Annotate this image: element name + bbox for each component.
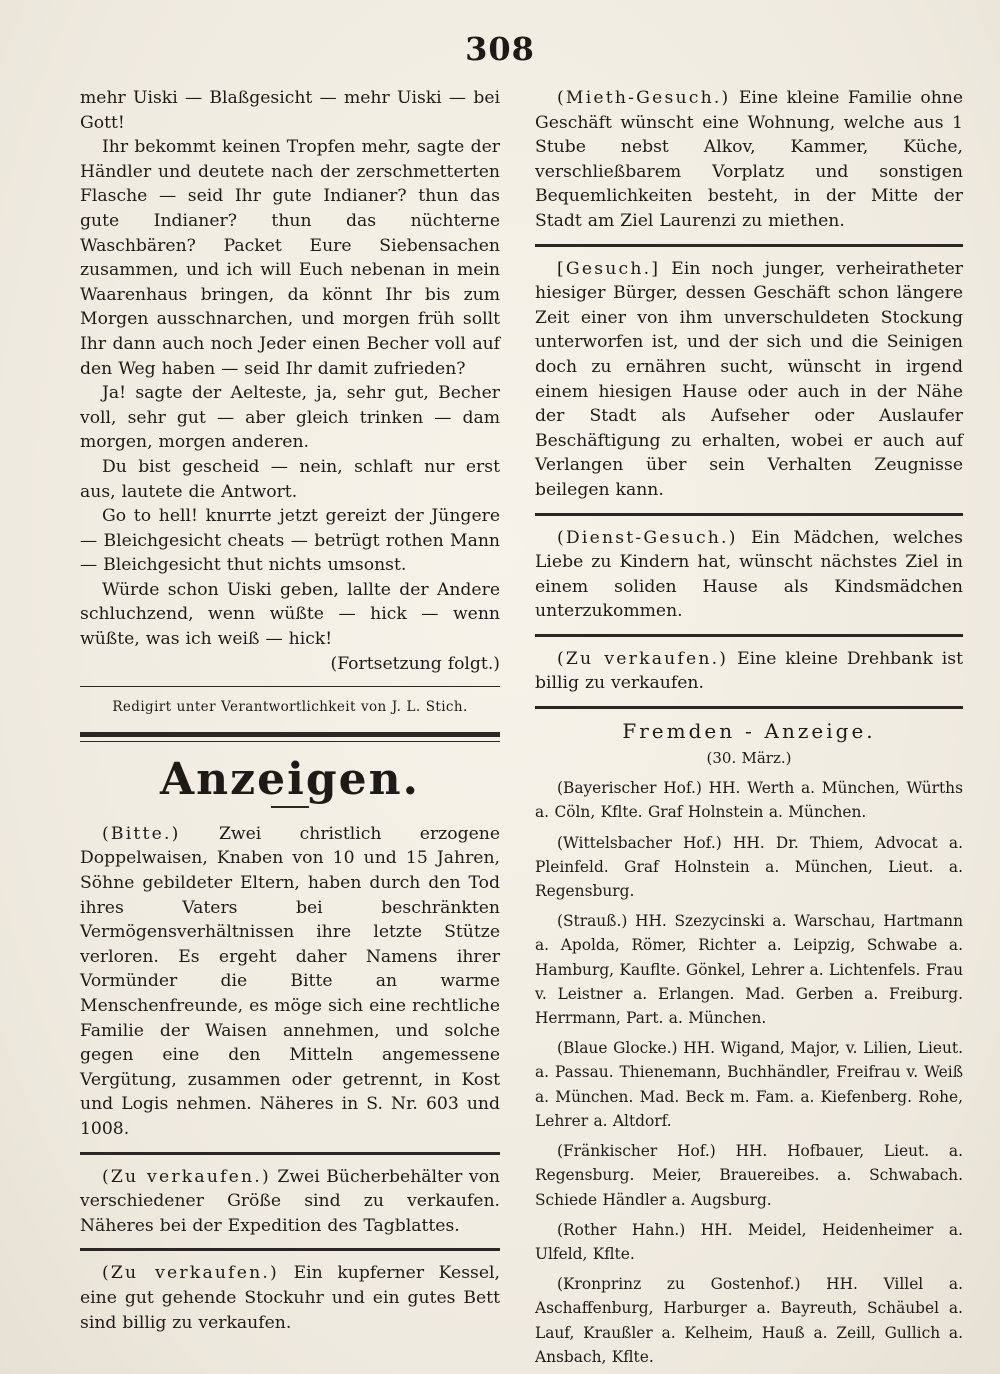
ad-text: Ein noch junger, verheiratheter hiesiger Bürger, dessen Geschäft schon längere Zeit einer von ihm unverschuldeten Stockung unterworfen ist, und der sich und die Seinigen doch zu ernähren sucht, wünscht in irgend einem hiesigen Hause oder auch in der Nähe der Stadt als Aufseher oder Auslaufer Beschäftigung zu erhalten, wobei er auch auf Verlangen über sein Verhalten Zeugnisse beilegen kann. (535, 258, 963, 500)
ad-text: Eine kleine Drehbank ist billig zu verkaufen. (535, 648, 963, 694)
hotel-name: (Strauß.) (557, 912, 628, 931)
fremden-entry (535, 1218, 963, 1266)
ad-dienst-gesuch (535, 526, 963, 624)
fremden-entry (535, 909, 963, 1030)
divider (80, 741, 500, 742)
ad-tag: (Zu verkaufen.) (557, 648, 729, 669)
fremden-list (535, 776, 963, 1369)
ad-text: Ein kupferner Kessel, eine gut gehende Stockuhr und ein gutes Bett sind billig zu verkaufen. (80, 1263, 500, 1333)
story-paragraph: Go to hell! knurrte jetzt gereizt der Jüngere — Bleichgesicht cheats — betrügt rothen Mann — Bleichgesicht thut nichts umsonst. (80, 506, 500, 576)
fremden-entry (535, 1272, 963, 1369)
divider (80, 732, 500, 737)
guest-list: HH. Villel a. Aschaffenburg, Harburger a. Bayreuth, Schäubel a. Lauf, Kraußler a. Kelheim, Hauß a. Zeill, Gullich a. Ansbach, Kflte. (535, 1275, 963, 1366)
divider (535, 513, 963, 516)
ad-text: Eine kleine Familie ohne Geschäft wünscht eine Wohnung, welche aus 1 Stube nebst Alkov, Kammer, Küche, verschließbarem Vorplatz und sonstigen Bequemlichkeiten besteht, in der Mitte der Stadt am Ziel Laurenzi zu miethen. (535, 88, 963, 231)
ad-zu-verkaufen (535, 647, 963, 696)
ad-tag: [Gesuch.] (557, 258, 661, 279)
ad-zu-verkaufen (80, 1165, 500, 1239)
divider (80, 1248, 500, 1251)
hotel-name: (Wittelsbacher Hof.) (557, 833, 722, 852)
fremden-entry (535, 1036, 963, 1133)
guest-list: HH. Meidel, Heidenheimer a. Ulfeld, Kflte. (535, 1220, 963, 1263)
hotel-name: (Kronprinz zu Gostenhof.) (557, 1275, 801, 1294)
ad-text: Zwei christlich erzogene Doppelwaisen, Knaben von 10 und 15 Jahren, Söhne gebildeter Eltern, haben durch den Tod ihres Vaters bei beschränkten Vermögensverhältnissen ihre letzte Stütze verloren. Es ergeht daher Namens ihrer Vormünder die Bitte an warme Menschenfreunde, es möge sich eine rechtliche Familie der Waisen annehmen, und solche gegen eine den Mitteln angemessene Vergütung, zusammen oder getrennt, in Kost und Logis nehmen. Näheres in S. Nr. 603 und 1008. (80, 823, 501, 1139)
ad-text: Zwei Bücherbehälter von verschiedener Größe sind zu verkaufen. Näheres bei der Expedition des Tagblattes. (80, 1166, 500, 1236)
fremden-entry (535, 776, 963, 824)
hotel-name: (Rother Hahn.) (557, 1220, 686, 1239)
divider (535, 244, 963, 247)
guest-list: HH. Hofbauer, Lieut. a. Regensburg. Meier, Brauereibes. a. Schwabach. Schiede Händler a. Augsburg. (535, 1142, 963, 1209)
hotel-name: (Fränkischer Hof.) (557, 1142, 716, 1161)
ad-tag: (Zu verkaufen.) (102, 1263, 279, 1284)
guest-list: HH. Wigand, Major, v. Lilien, Lieut. a. Passau. Thienemann, Buchhändler, Freifrau v. Weiß a. München. Mad. Beck m. Fam. a. Kiefenberg. Rohe, Lehrer a. Altdorf. (535, 1039, 963, 1130)
divider (535, 634, 963, 637)
guest-list: HH. Szezycinski a. Warschau, Hartmann a. Apolda, Römer, Richter a. Leipzig, Schwabe a. Hamburg, Kauflte. Gönkel, Lehrer a. Lichtenfels. Frau v. Leistner a. Erlangen. Mad. Gerben a. Freiburg. Herrmann, Part. a. München. (535, 912, 963, 1028)
divider (80, 1152, 500, 1155)
heading-underline (271, 806, 309, 808)
story-paragraph: Würde schon Uiski geben, lallte der Andere schluchzend, wenn wüßte — hick — wenn wüßte, was ich weiß — hick! (80, 579, 500, 650)
continuation-note: (Fortsetzung folgt.) (330, 653, 500, 674)
divider (80, 686, 500, 687)
ad-tag: (Zu verkaufen.) (102, 1166, 271, 1187)
ad-tag: (Mieth-Gesuch.) (557, 88, 731, 108)
ad-zu-verkaufen (80, 1261, 500, 1335)
guest-list: HH. Dr. Thiem, Advocat a. Pleinfeld. Graf Holnstein a. München, Lieut. a. Regensburg. (535, 833, 963, 901)
hotel-name: (Blaue Glocke.) (557, 1039, 678, 1058)
fremden-title: Fremden - Anzeige. (622, 719, 876, 744)
ad-bitte (80, 822, 500, 1142)
right-column (535, 86, 963, 1369)
divider (535, 706, 963, 709)
story-paragraph: Ihr bekommt keinen Tropfen mehr, sagte der Händler und deutete nach der zerschmetterten Flasche — seid Ihr gute Indianer? thun das gute Indianer? thun das nüchterne Waschbären? Packet Eure Siebensachen zusammen, und ich will Euch nebenan in mein Waarenhaus bringen, da könnt Ihr bis zum Morgen ausschnarchen, und morgen früh sollt Ihr dann auch noch Jeder einen Becher voll auf den Weg haben — seid Ihr damit zufrieden? (80, 137, 500, 379)
ad-text: Ein Mädchen, welches Liebe zu Kindern hat, wünscht nächstes Ziel in einem soliden Hause als Kindsmädchen unterzukommen. (535, 527, 963, 622)
fremden-entry (535, 1139, 963, 1212)
story-paragraph: mehr Uiski — Blaßgesicht — mehr Uiski — bei Gott! (80, 88, 500, 133)
story-paragraph: Ja! sagte der Aelteste, ja, sehr gut, Becher voll, sehr gut — aber gleich trinken — dam morgen, morgen anderen. (80, 383, 500, 453)
guest-list: HH. Werth a. München, Würths a. Cöln, Kflte. Graf Holnstein a. München. (535, 779, 963, 822)
ad-tag: (Dienst-Gesuch.) (557, 527, 738, 548)
ad-tag: (Bitte.) (102, 823, 181, 844)
hotel-name: (Bayerischer Hof.) (557, 779, 702, 798)
ads-heading: Anzeigen. (160, 753, 420, 805)
story-paragraph: Du bist gescheid — nein, schlaft nur erst aus, lautete die Antwort. (80, 456, 500, 502)
editor-line: Redigirt unter Verantwortlichkeit von J. L. Stich. (112, 699, 468, 716)
left-column (80, 86, 500, 1335)
fremden-entry (535, 831, 963, 904)
fremden-date: (30. März.) (706, 748, 792, 767)
ad-mieth-gesuch (535, 86, 963, 234)
page-number: 308 (465, 30, 535, 68)
ad-gesuch (535, 257, 963, 503)
